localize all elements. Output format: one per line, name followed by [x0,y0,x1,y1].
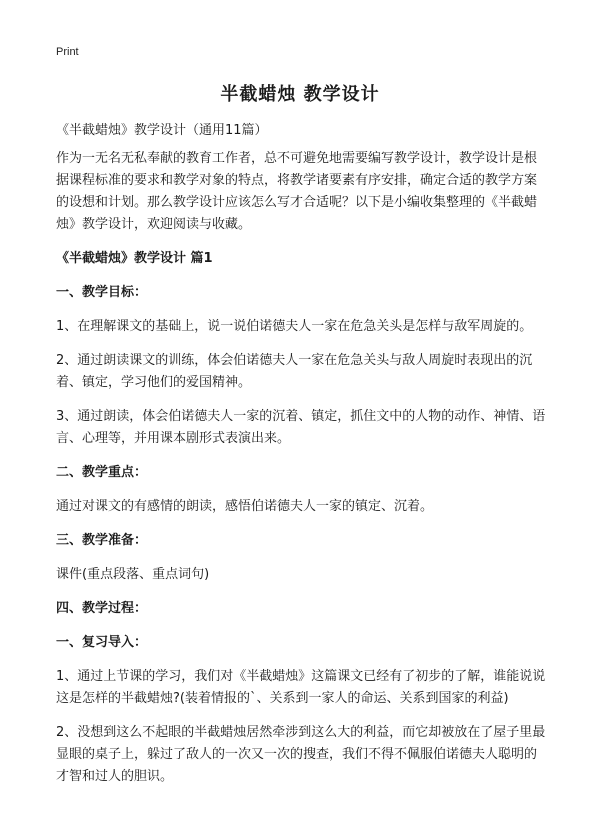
print-link[interactable]: Print [56,46,79,58]
document-body [56,120,548,788]
subtitle: 《半截蜡烛》教学设计（通用11篇） [56,123,268,138]
goal-item: 2、通过朗读课文的训练，体会伯诺德夫人一家在危急关头与敌人周旋时表现出的沉着、镇定，学习他们的爱国精神。 [56,353,533,390]
goal-item: 1、在理解课文的基础上，说一说伯诺德夫人一家在危急关头是怎样与敌军周旋的。 [56,319,533,334]
preparation-heading: 三、教学准备： [56,533,148,548]
process-item: 2、没想到这么不起眼的半截蜡烛居然牵涉到这么大的利益，而它却被放在了屋子里最显眼的桌子上，躲过了敌人的一次又一次的搜查，我们不得不佩服伯诺德夫人聪明的才智和过人的胆识。 [56,725,546,784]
process-heading: 四、教学过程： [56,601,148,616]
intro-paragraph: 作为一无名无私奉献的教育工作者，总不可避免地需要编写教学设计，教学设计是根据课程标准的要求和教学对象的特点，将教学诸要素有序安排，确定合适的教学方案的设想和计划。那么教学设计应该怎么写才合适呢？以下是小编收集整理的《半截蜡烛》教学设计，欢迎阅读与收藏。 [56,151,538,232]
preparation-text: 课件(重点段落、重点词句) [56,567,210,582]
section-title: 《半截蜡烛》教学设计 篇1 [56,251,213,266]
key-points-text: 通过对课文的有感情的朗读，感悟伯诺德夫人一家的镇定、沉着。 [56,499,434,514]
key-points-heading: 二、教学重点： [56,465,148,480]
page-title: 半截蜡烛 教学设计 [220,84,380,105]
goal-item: 3、通过朗读，体会伯诺德夫人一家的沉着、镇定，抓住文中的人物的动作、神情、语言、心理等，并用课本剧形式表演出来。 [56,409,546,446]
process-item: 1、通过上节课的学习，我们对《半截蜡烛》这篇课文已经有了初步的了解，谁能说说这是怎样的半截蜡烛?(装着情报的`、关系到一家人的命运、关系到国家的利益) [56,669,546,706]
goals-heading: 一、教学目标： [56,285,148,300]
process-subheading: 一、复习导入： [56,635,148,650]
